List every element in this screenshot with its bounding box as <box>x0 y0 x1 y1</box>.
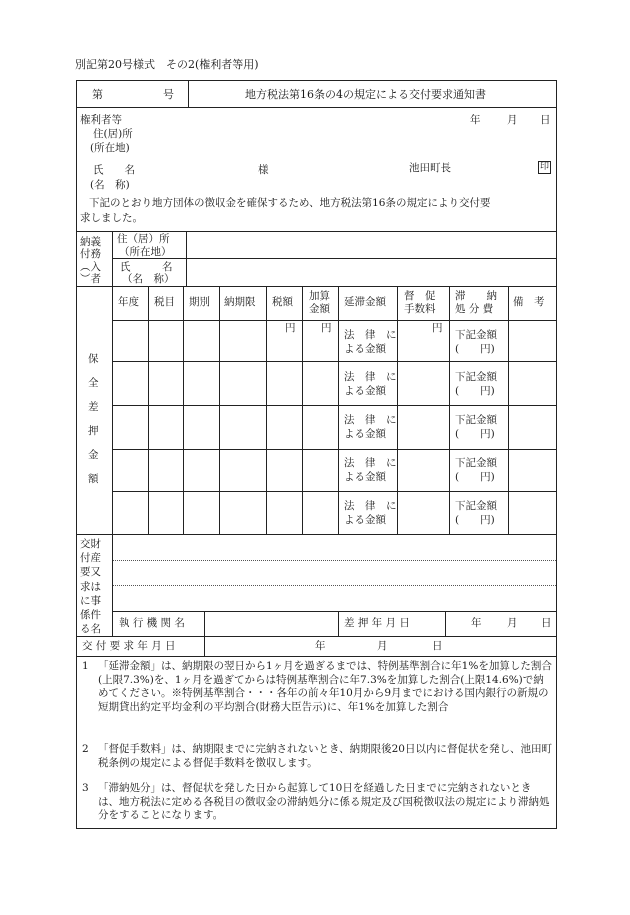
amount-side-label: 保 全 差 押 金 額 <box>88 353 99 485</box>
property-side-label: 交財 付産 要又 求は に事 係件 る名 <box>80 538 101 636</box>
column-header-due-date: 納期限 <box>224 296 256 308</box>
enforcement-agency-label: 執 行 機 関 名 <box>119 617 185 629</box>
form-number-label: 別記第20号様式 その2(権利者等用) <box>75 58 259 71</box>
column-header-tax-amount: 税額 <box>272 296 293 308</box>
issuer-name: 池田町長 <box>409 162 451 174</box>
holder-title: 権利者等 <box>80 114 122 126</box>
note-item: 2 「督促手数料」は、納期限までに完納されないとき、納期限後20日以内に督促状を発し、池田町税条例の規定による督促手数料を徴収します。 <box>82 743 552 769</box>
column-header-fiscal-year: 年度 <box>118 296 139 308</box>
seal-stamp: 印 <box>539 162 549 172</box>
note-item: 1 「延滞金額」は、納期限の翌日から1ヶ月を過ぎるまでは、特例基準割合に年1%を加算した割合(上限7.3%)を、1ヶ月を過ぎてからは特例基準割合に年7.3%を加算した割合(上限14.6%)で納めてください。※特例基準割合・・・各年の前々年10月から9月までにおける国内銀行の新規の短期貸出約定平均金利の平均割合(財務大臣告示)に、年1%を加算した割合 <box>82 660 552 713</box>
column-header-tax-item: 税目 <box>154 296 175 308</box>
column-header-delinquency-amount: 延滞金額 <box>344 296 386 308</box>
holder-address-sub-label: (所在地) <box>90 142 130 154</box>
column-header-period: 期別 <box>189 296 210 308</box>
note-item: 3 「滞納処分」は、督促状を発した日から起算して10日を経過した日までに完納されないときは、地方税法に定める各税目の徴収金の滞納処分に係る規定及び国税徴収法の規定により滞納処分をすることになります。 <box>82 782 550 822</box>
request-date-label: 交 付 要 求 年 月 日 <box>82 640 176 652</box>
column-header-remarks: 備 考 <box>513 296 545 308</box>
holder-address-label: 住(居)所 <box>93 128 133 140</box>
holder-name-label: 氏 名 <box>93 164 135 176</box>
taxpayer-side-label: 納義 付務 ︵入 ︶者 <box>80 236 101 286</box>
holder-name-sub-label: (名 称) <box>90 179 130 191</box>
seizure-date-label: 差 押 年 月 日 <box>344 617 410 629</box>
honorific-sama: 様 <box>258 164 269 176</box>
document-title: 地方税法第16条の4の規定による交付要求通知書 <box>245 88 486 101</box>
